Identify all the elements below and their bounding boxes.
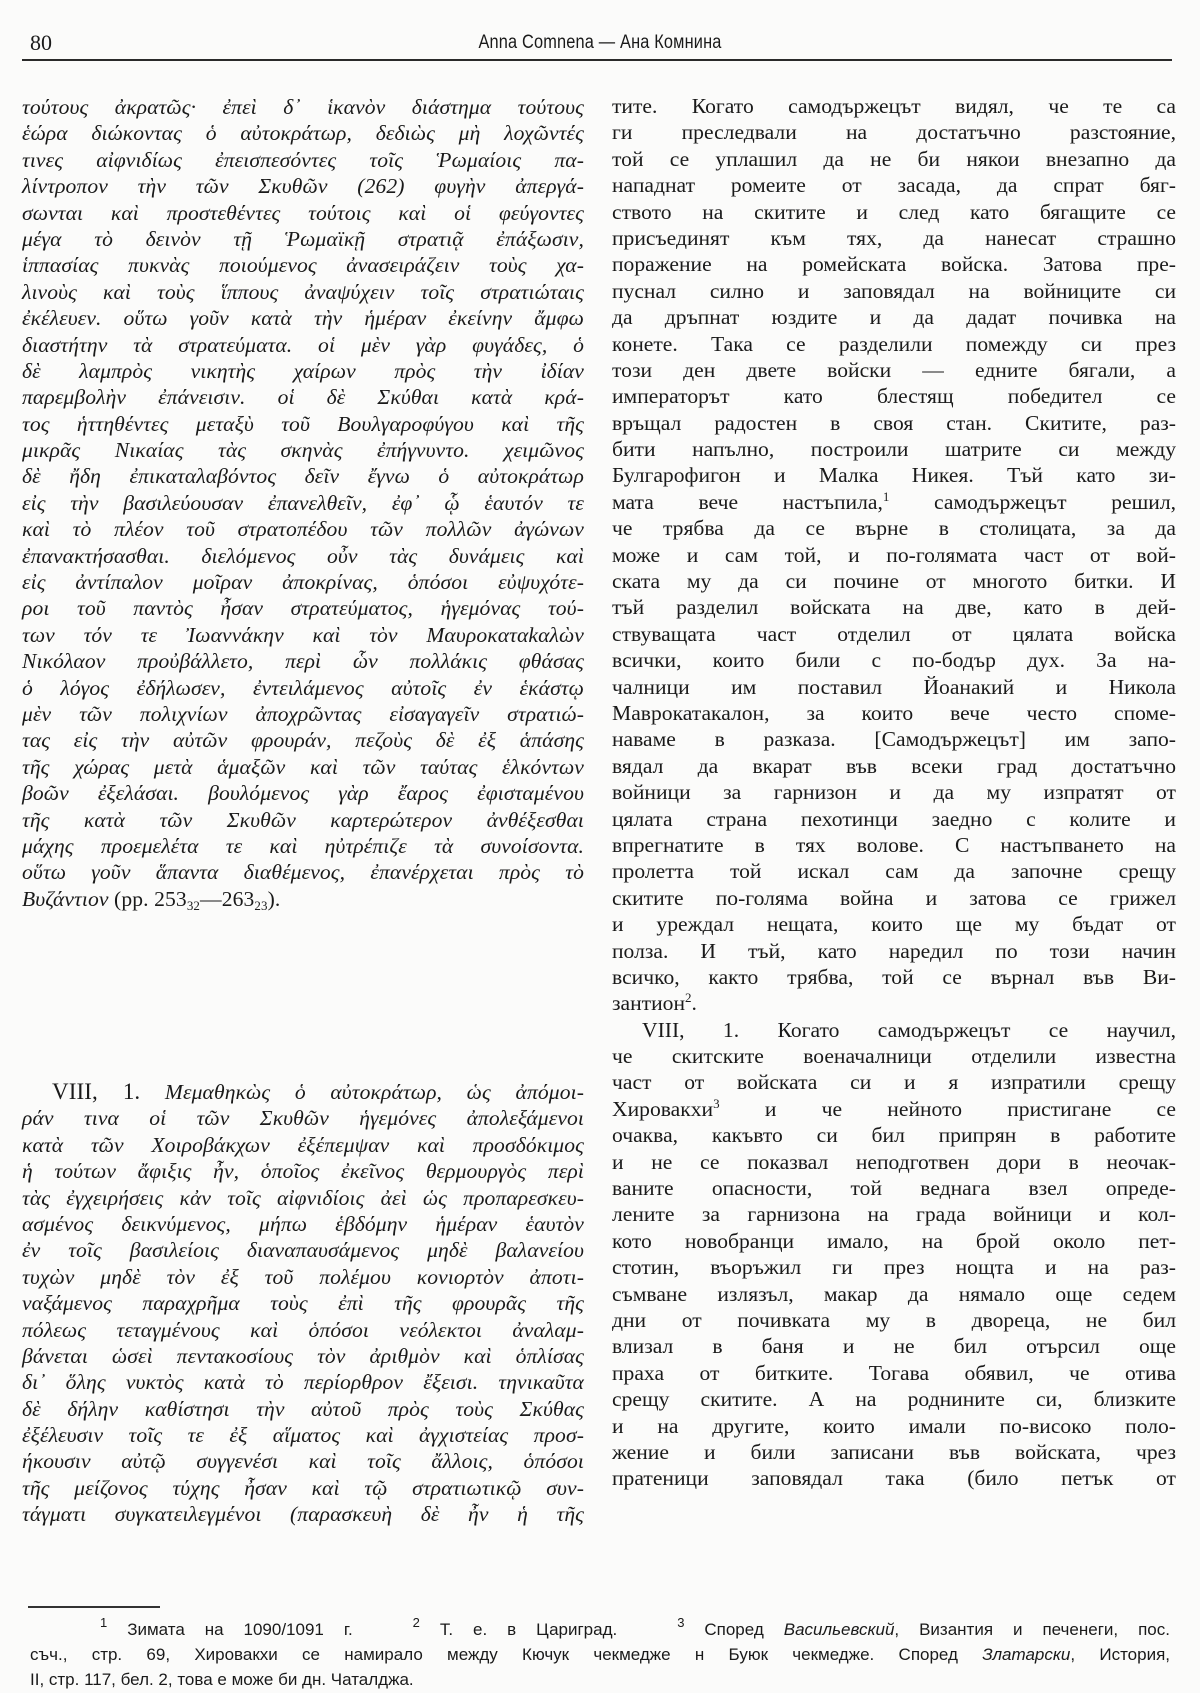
section-heading-line: VIII, 1. Когато самодържецът се научил, [642, 1017, 1176, 1042]
footnote-3-mark: 3 [677, 1615, 685, 1630]
text-line: жение и били записани във войската, чрез [612, 1439, 1176, 1464]
text-line: и уреждал нещата, които ще му бъдат от [612, 912, 1176, 937]
footnote-3-line2-post: , История, [1070, 1645, 1170, 1664]
text-line: ἡ τούτων ἄφιξις ἦν, ὁποῖος ἐκεῖνος θερμουργὸς περὶ [22, 1159, 584, 1184]
footnote-3-author-zlatarski: Златарски [982, 1645, 1071, 1664]
text-line: ροι τοῦ παντὸς ἦσαν στρατεύματος, ἡγεμόνας τού- [22, 596, 584, 621]
text-line: τὰς ἐγχειρήσεις κἀν τοῖς αἰφνιδίοις ἀεὶ ὡς προπαρεσκευ- [22, 1185, 584, 1210]
text-line: ναξάμενος παραχρῆμα τοὺς ἐπὶ τῆς φρουρᾶς τῆς [22, 1291, 584, 1316]
text-line: поражение на ромейската войска. Затова пре- [612, 252, 1176, 277]
footnote-3-citation: , Византия и печенеги, пос. [894, 1620, 1170, 1639]
footnote-1-mark: 1 [100, 1615, 108, 1630]
footnote-3-pre: Според [704, 1620, 784, 1639]
text-fragment: Βυζάντιον [22, 886, 109, 911]
bulgarian-column [612, 93, 1176, 1492]
text-line: и не се показвал неподготвен дори в неочак- [612, 1149, 1176, 1174]
text-fragment: ). [267, 886, 281, 911]
page-reference [109, 887, 281, 911]
text-line: и на другите, които имали по-високо поло- [612, 1413, 1176, 1438]
text-line: влизал в баня и не бил отърсил още [612, 1334, 1176, 1359]
text-line: μὲν τῶν πολιχνίων ἀποχρῶντας εἰσαγαγεῖν στρατιώ- [22, 701, 584, 726]
text-line: присъединят към тях, да нанесат страшно [612, 225, 1176, 250]
text-line: пуснал силно и заповядал на войниците си [612, 278, 1176, 303]
text-line: дни от почивката му в двореца, не бил [612, 1307, 1176, 1332]
greek-column-part1 [22, 94, 584, 912]
footnote-ref: 1 [882, 488, 890, 504]
text-line: διαστήτην τὰ στρατεύματα. οἱ μὲν γὰρ φυγάδες, ὁ [22, 332, 584, 357]
text-line-with-footnote [612, 990, 1176, 1016]
text-line: този ден двете войски — едните бягали, а [612, 357, 1176, 382]
text-line: ството на скитите и след като бягащите се [612, 199, 1176, 224]
page-header [30, 22, 1170, 62]
text-line: всички, които били с по-бодър дух. За на- [612, 648, 1176, 673]
text-line: εἰς ἀντίπαλον μοῖραν ἀποκρίνας, ὁπόσοι εὐψυχότε- [22, 570, 584, 595]
text-line: ἐκέλευεν. οὕτω γοῦν κατὰ τὴν ἡμέραν ἐκείνην ἄμφω [22, 306, 584, 331]
text-line: кото новобранци имало, на брой около пет- [612, 1228, 1176, 1253]
text-line: τινες αἰφνιδίως ἐπεισπεσόντες τοῖς Ῥωμαίοις πα- [22, 147, 584, 172]
footnote-ref: 2 [685, 990, 692, 1006]
text-line: τυχὼν μηδὲ τὸν ἐξ τοῦ πολέμου κονιορτὸν ἀποτι- [22, 1264, 584, 1289]
footnotes [30, 1617, 1170, 1692]
text-line: ἐν τοῖς βασιλείοις διαναπαυσάμενος μηδὲ βαλανείου [22, 1238, 584, 1263]
text-line: конете. Така се разделили помежду си през [612, 331, 1176, 356]
text-line: нападнат ромеите от засада, да спрат бяг- [612, 173, 1176, 198]
text-line: ствуващата част отделил от цялата войска [612, 621, 1176, 646]
line-subscript: 23 [254, 897, 268, 913]
text-line: των τόν τε Ἰωαννάκην καὶ τὸν Μαυροκαταkαλὼν [22, 622, 584, 647]
text-line: ἱππασίας πυκνὰς ποιούμενος ἀνασειράζειν τοὺς χα- [22, 253, 584, 278]
text-line: стотин, въоръжил ги през нощта и на раз- [612, 1255, 1176, 1280]
text-line: пратеници заповядал така (било петък от [612, 1466, 1176, 1491]
text-line: че трябва да се върне в столицата, за да [612, 516, 1176, 541]
text-line: δὲ δήλην καθίστησι τὴν αὐτοῦ πρὸς τοὺς Σκύθας [22, 1396, 584, 1421]
text-line: σωνται καὶ προστεθέντες τούτοις καὶ οἱ φεύγοντες [22, 200, 584, 225]
text-line: πόλεως τεταγμένους καὶ ὁπόσοι νεόλεκτοι ἀναλαμ- [22, 1317, 584, 1342]
text-line: вядал да вкарат във всеки град достатъчно [612, 753, 1176, 778]
text-line: δὲ ἤδη ἐπικαταλαβόντος δεῖν ἔγνω ὁ αὐτοκράτωρ [22, 464, 584, 489]
footnote-1-text: Зимата на 1090/1091 г. [127, 1620, 353, 1639]
text-line: впрегнатите в тях волове. С настъпването на [612, 832, 1176, 857]
text-line: ваните опасности, той веднага взел опреде- [612, 1176, 1176, 1201]
greek-column-section-viii [22, 1079, 584, 1528]
text-fragment: и че нейното пристигане се [719, 1096, 1176, 1121]
text-fragment: . [691, 991, 697, 1016]
text-line: императорът като блестящ победител се [612, 384, 1176, 409]
text-line: τῆς μείζονος τύχης ἦσαν καὶ τῷ στρατιωτικῷ συν- [22, 1475, 584, 1500]
text-line: βάνεται ὡσεὶ πεντακοσίους τὸν ἀριθμὸν καὶ ὁπλίσας [22, 1343, 584, 1368]
text-line: Булгарофигон и Малка Никея. Тъй като зи- [612, 463, 1176, 488]
text-line: ήκουσιν αὐτῷ συγγενέσι καὶ τοῖς ἄλλοις, ὁπόσοι [22, 1449, 584, 1474]
footnote-ref: 3 [713, 1095, 720, 1111]
text-line: καὶ τὸ πλέον τοῦ στρατοπέδου τῶν πολλῶν ἀγώνων [22, 517, 584, 542]
text-line: че скитските военачалници отделили известна [612, 1044, 1176, 1069]
text-line: λίντροπον τὴν τῶν Σκυθῶν (262) φυγὴν ἀπεργά- [22, 174, 584, 199]
text-line: δι᾽ ὅλης νυκτὸς κατὰ τὸ περίορθρον ἔξεισι. τηνικαῦτα [22, 1370, 584, 1395]
text-fragment: —263 [200, 886, 255, 911]
text-line: бити напълно, построили шатрите си между [612, 437, 1176, 462]
text-line: да дръпнат юздите и да дадат почивка на [612, 305, 1176, 330]
footnote-line-1 [30, 1617, 1170, 1642]
text-line: ἐξέλευσιν τοῖς τε ἐξ αἵματος καὶ ἀγχιστείας προσ- [22, 1423, 584, 1448]
footnote-3-author-vasilievsky: Васильевский [783, 1620, 895, 1639]
text-line: Νικόλαον προὐβάλλετο, περὶ ὧν πολλάκις φθάσας [22, 649, 584, 674]
text-line: срещу скитите. А на роднините си, близките [612, 1387, 1176, 1412]
running-title: Anna Comnena — Ана Комнина [478, 32, 722, 53]
text-line: чалници им поставил Йоанакий и Никола [612, 674, 1176, 699]
text-line: παρεμβολὴν ἐπάνεισιν. οἱ δὲ Σκύθαι κατὰ κρά- [22, 385, 584, 410]
text-line: βοῶν ἐξελάσαι. βουλόμενος γὰρ ἔαρος ἐφισταμένου [22, 781, 584, 806]
text-fragment: Хировакхи [612, 1096, 714, 1121]
text-line: τῆς χώρας μετὰ ἁμαξῶν καὶ τῶν ταύτας ἑλκόντων [22, 754, 584, 779]
text-line: тъй разделил войската на две, като в дей- [612, 595, 1176, 620]
text-line: съмване излязъл, макар да нямало още седем [612, 1281, 1176, 1306]
text-line: μάχης προεμελέτα τε καὶ ηὐτρέπιζε τὰ συνοίσοντα. [22, 833, 584, 858]
text-fragment: мата вече настъпила, [612, 489, 883, 514]
text-line: λινοὺς καὶ τοὺς ἵππους ἀναψύχειν τοῖς στρατιώταις [22, 279, 584, 304]
page-number: 80 [30, 30, 52, 55]
text-line: ската му да си почине от многото битки. И [612, 569, 1176, 594]
text-line: част от войската си и я изпратили срещу [612, 1070, 1176, 1095]
footnote-rule [28, 1606, 160, 1608]
text-line: всичко, както трябва, той се върнал във Ви- [612, 964, 1176, 989]
text-line: очаква, какъвто си бил припрян в работите [612, 1123, 1176, 1148]
footnote-2-mark: 2 [412, 1615, 420, 1630]
text-line: Маврокатакалон, за които вече често споме- [612, 700, 1176, 725]
footnote-3-line2: съч., стр. 69, Хировакхи се намирало между Кючук чекмедже н Буюк чекмедже. Според [30, 1645, 983, 1664]
text-line: войници за гарнизон и да му изпратят от [612, 780, 1176, 805]
text-line: εἰς τὴν βασιλεύουσαν ἐπανελθεῖν, ἐφ᾽ ᾧ ἑαυτόν τε [22, 490, 584, 515]
text-line: полза. И тъй, като наредил по този начин [612, 938, 1176, 963]
text-line-with-footnote [612, 489, 1176, 515]
text-line-with-footnote [612, 1096, 1176, 1122]
text-fragment: самодържецът решил, [889, 489, 1176, 514]
greek-closing-reference [22, 886, 584, 912]
section-heading-line [22, 1079, 584, 1105]
text-line: той се уплашил да не би някои внезапно да [612, 146, 1176, 171]
footnote-line-2 [30, 1642, 1170, 1667]
text-line: ἐπανακτήσασθαι. διελόμενος οὖν τὰς δυνάμεις καὶ [22, 543, 584, 568]
text-line: връщал радостен в своя стан. Скитите, раз- [612, 410, 1176, 435]
text-line: κατὰ τῶν Χοιροβάκχων ἐξέπεμψαν καὶ προσδόκιμος [22, 1132, 584, 1157]
text-line: лените за гарнизона на града войници и кол- [612, 1202, 1176, 1227]
text-line: ги преследвали на достатъчно разстояние, [612, 120, 1176, 145]
text-line: може и сам той, и по-голямата част от вой- [612, 542, 1176, 567]
text-line: праха от битките. Тогава обявил, че отива [612, 1360, 1176, 1385]
footnote-line-3: II, стр. 117, бел. 2, това е може би дн. Чаталджа. [30, 1670, 414, 1689]
text-line: ὁ λόγος ἐδήλωσεν, ἐντειλάμενος αὐτοῖς ἐν ἑκάστῳ [22, 675, 584, 700]
text-line: τας εἰς τὴν αὐτῶν φρουράν, πεζοὺς δὲ ἐξ ἁπάσης [22, 728, 584, 753]
line-subscript: 32 [186, 897, 201, 913]
text-line: μέγα τὸ δεινὸν τῇ Ῥωμαϊκῇ στρατιᾷ ἐπάξωσιν, [22, 226, 584, 251]
text-line: ασμένος δεικνύμενος, μήπω ἑβδόμην ἡμέραν ἑαυτὸν [22, 1211, 584, 1236]
text-line: μικρᾶς Νικαίας τὰς σκηνὰς ἐπήγνυντο. χειμῶνος [22, 438, 584, 463]
text-line: скитите по-голяма война и затова се грижел [612, 885, 1176, 910]
text-line: τούτους ἀκρατῶς· ἐπεὶ δ᾽ ἱκανὸν διάστημα τούτους [22, 95, 584, 119]
text-fragment: Μεμαθηκὼς ὁ αὐτοκράτωρ, ὡς ἀπόμοι- [164, 1080, 584, 1104]
section-number: VIII, 1. [52, 1079, 141, 1104]
text-line: τάγματι συγκατειλεγμένοι (παρασκευὴ δὲ ἦν ἡ τῆς [22, 1502, 584, 1527]
footnote-2-text: Т. е. в Цариград. [439, 1620, 618, 1639]
text-line: ἑώρα διώκοντας ὁ αὐτοκράτωρ, δεδιὼς μὴ λοχῶντές [22, 121, 584, 146]
text-line: наваме в разказа. [Самодържецът] им запо- [612, 727, 1176, 752]
text-fragment: зантион [612, 991, 686, 1016]
header-rule [22, 59, 1172, 61]
text-line: пролетта той искал сам да започне срещу [612, 859, 1176, 884]
text-line: οὕτω γοῦν ἅπαντα διαθέμενος, ἐπανέρχεται πρὸς τὸ [22, 860, 584, 885]
text-line: τῆς κατὰ τῶν Σκυθῶν καρτερώτερον ἀνθέξεσθαι [22, 807, 584, 832]
text-fragment: (pp. 253 [108, 886, 187, 911]
text-line: тите. Когато самодържецът видял, че те са [612, 94, 1176, 118]
text-line: τος ἡττηθέντες μεταξὺ τοῦ Βουλγαροφύγου καὶ τῆς [22, 411, 584, 436]
text-line: цялата страна пехотинци заедно с колите и [612, 806, 1176, 831]
text-line: ράν τινα οἱ τῶν Σκυθῶν ἡγεμόνες ἀπολεξάμενοι [22, 1106, 584, 1131]
text-line: δὲ λαμπρὸς νικητὴς χαίρων πρὸς τὴν ἰδίαν [22, 358, 584, 383]
